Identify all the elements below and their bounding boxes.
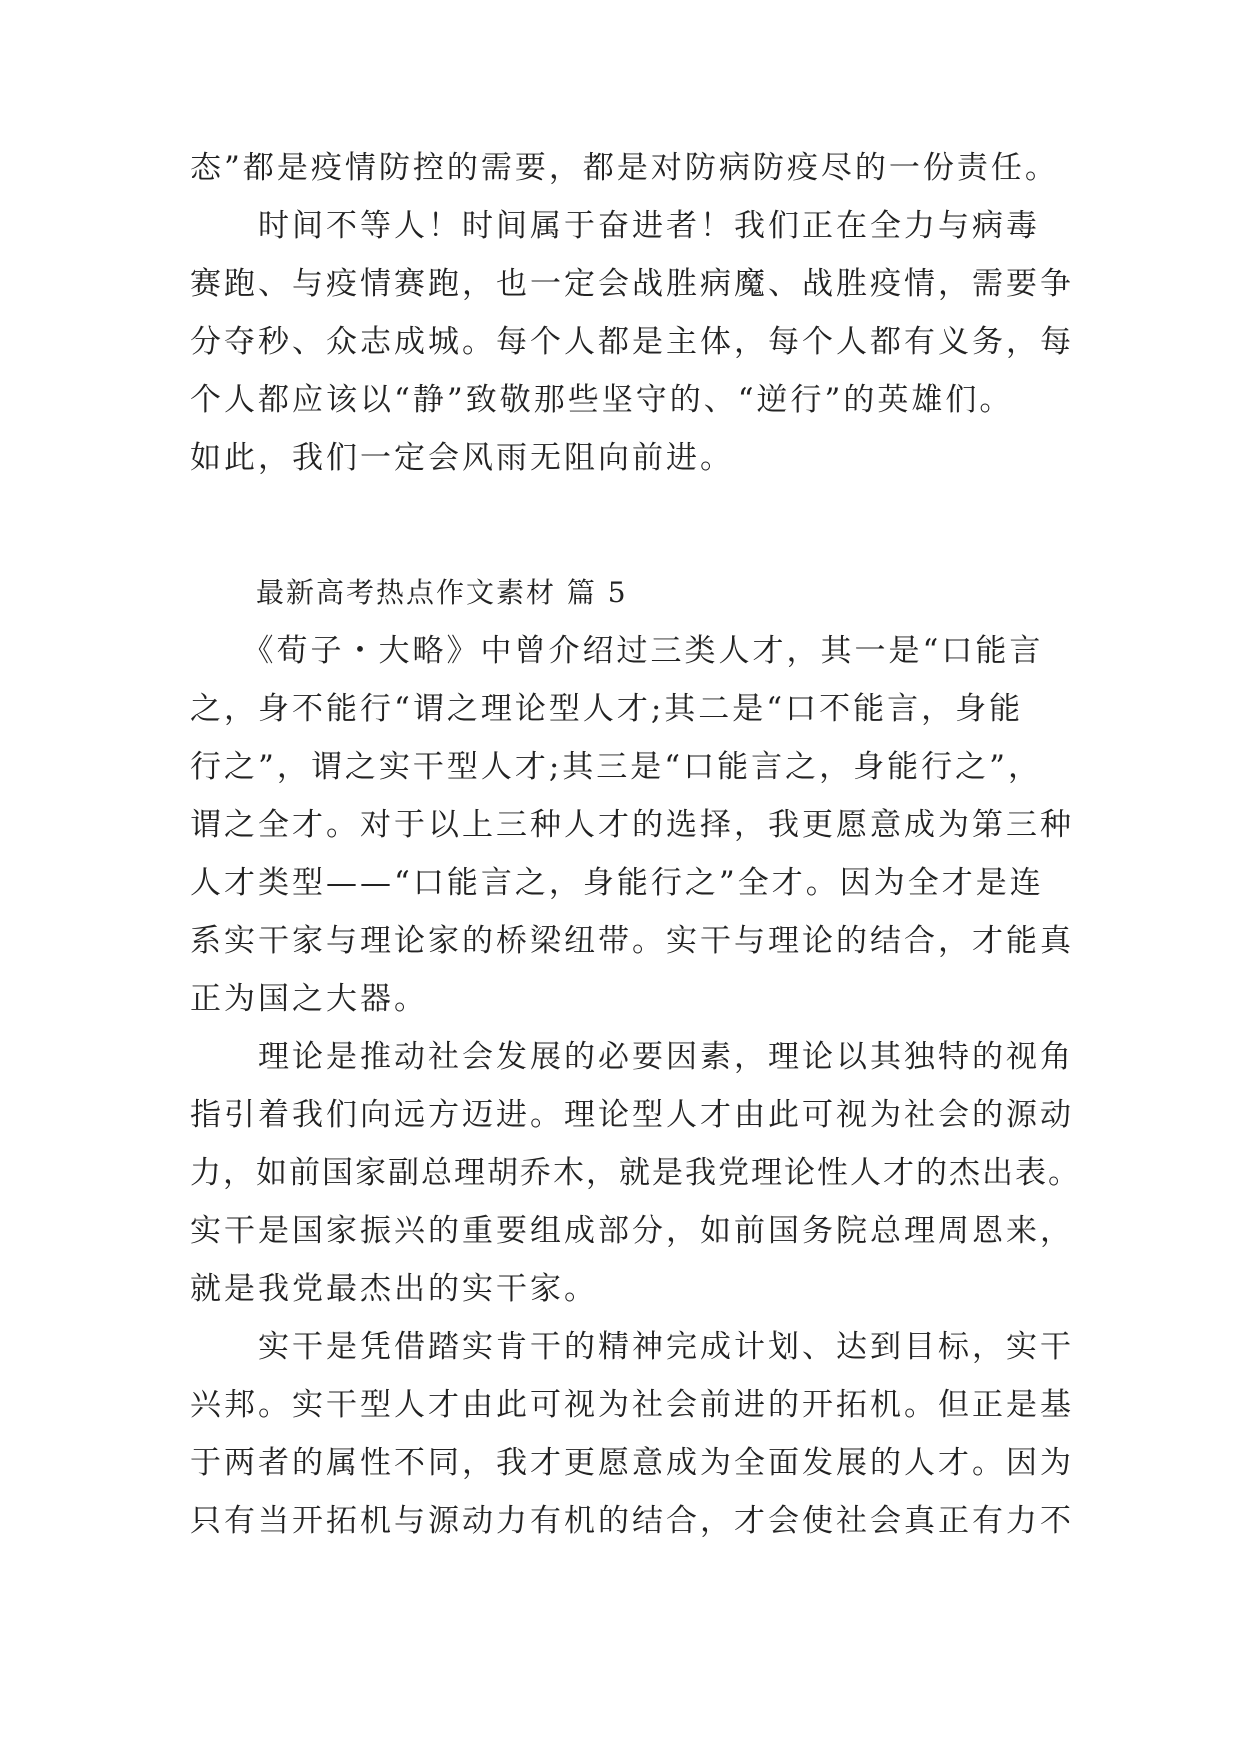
paragraph-line: 人才类型——“口能言之，身能行之”全才。因为全才是连 (190, 865, 1044, 901)
paragraph-line: 力，如前国家副总理胡乔木，就是我党理论性人才的杰出表。 (190, 1155, 1081, 1191)
paragraph-line: 赛跑、与疫情赛跑，也一定会战胜病魔、战胜疫情，需要争 (190, 266, 1074, 302)
paragraph-line: 个人都应该以“静”致敬那些坚守的、“逆行”的英雄们。 (190, 382, 1014, 418)
paragraph-line: 谓之全才。对于以上三种人才的选择，我更愿意成为第三种 (190, 807, 1074, 843)
paragraph-line: 如此，我们一定会风雨无阻向前进。 (190, 440, 734, 476)
paragraph-line: 只有当开拓机与源动力有机的结合，才会使社会真正有力不 (190, 1503, 1074, 1539)
paragraph-line: 指引着我们向远方迈进。理论型人才由此可视为社会的源动 (190, 1097, 1074, 1133)
paragraph-line: 行之”，谓之实干型人才;其三是“口能言之，身能行之”， (190, 749, 1042, 785)
paragraph-line: 正为国之大器。 (190, 981, 428, 1017)
paragraph-line: 时间不等人！时间属于奋进者！我们正在全力与病毒 (190, 208, 1040, 244)
paragraph-line: 实干是凭借踏实肯干的精神完成计划、达到目标，实干 (190, 1329, 1074, 1365)
paragraph-line: 系实干家与理论家的桥梁纽带。实干与理论的结合，才能真 (190, 923, 1074, 959)
paragraph-line: 《荀子・大略》中曾介绍过三类人才，其一是“口能言 (190, 633, 1044, 669)
paragraph-line: 理论是推动社会发展的必要因素，理论以其独特的视角 (190, 1039, 1074, 1075)
paragraph-line: 兴邦。实干型人才由此可视为社会前进的开拓机。但正是基 (190, 1387, 1074, 1423)
paragraph-line: 于两者的属性不同，我才更愿意成为全面发展的人才。因为 (190, 1445, 1074, 1481)
section-heading: 最新高考热点作文素材 篇 5 (256, 576, 628, 609)
paragraph-line: 就是我党最杰出的实干家。 (190, 1271, 598, 1307)
paragraph-line: 分夺秒、众志成城。每个人都是主体，每个人都有义务，每 (190, 324, 1074, 360)
paragraph-line: 实干是国家振兴的重要组成部分，如前国务院总理周恩来， (190, 1213, 1074, 1249)
paragraph-line: 态”都是疫情防控的需要，都是对防病防疫尽的一份责任。 (190, 150, 1059, 186)
paragraph-line: 之，身不能行“谓之理论型人才;其二是“口不能言，身能 (190, 691, 1024, 727)
